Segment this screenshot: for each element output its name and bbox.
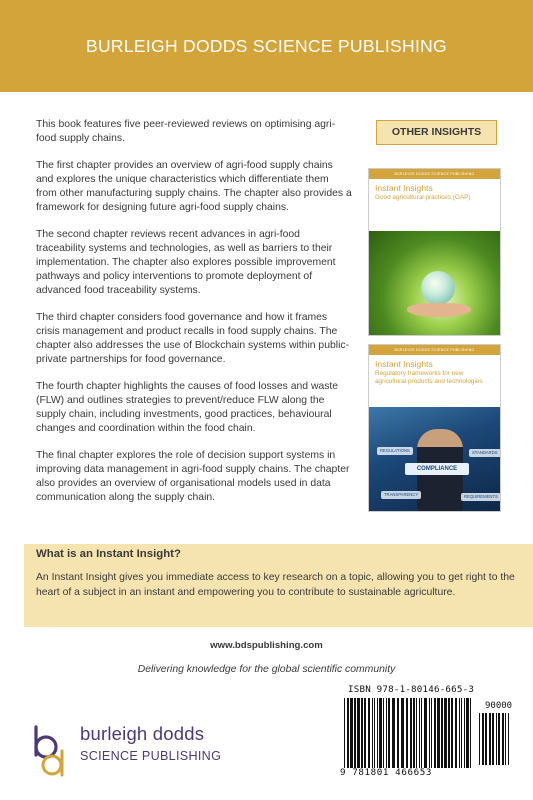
intro-paragraph: This book features five peer-reviewed reviews on optimising agri-food supply chains. [36,119,336,144]
description-text [36,118,352,518]
publisher-logo [30,723,230,779]
hand-icon [407,303,471,317]
book-cover-regulatory [368,344,501,512]
barcode-bars-price [479,713,511,765]
instant-insight-heading: What is an Instant Insight? [36,548,181,560]
price-code: 90000 [485,701,513,711]
book-cover-title: Instant Insights [375,183,433,193]
chapter-5-paragraph: The final chapter explores the role of decision support systems in improving data management in agri-food supply chains. The chapter also provides an overview of organisational models used in data communication along the supply chain. [36,450,350,503]
book-cover-image-globe-in-hand [369,231,501,335]
standards-label: STANDARDS [469,449,501,457]
ean-digits: 9 781801 466653 [340,767,432,778]
isbn-number: ISBN 978-1-80146-665-3 [348,684,475,695]
tagline: Delivering knowledge for the global scientific community [137,664,396,675]
chapter-3-paragraph: The third chapter considers food governance and how it frames crisis management and product recalls in food supply chains. The chapter also addresses the use of Blockchain systems within public-private partnerships for food governance. [36,312,350,365]
isbn-barcode [338,682,514,780]
chapter-1-paragraph: The first chapter provides an overview of agri-food supply chains and explores the unique characteristics which differentiate them from other manufacturing supply chains. The chapter also provides a framework for designing future agri-food supply chains. [36,160,352,213]
bd-monogram-icon [30,723,76,779]
logo-sub-text: SCIENCE PUBLISHING [80,749,222,763]
globe-icon [421,271,455,305]
book-cover-title: Instant Insights [375,359,433,369]
logo-brand-text: burleigh dodds [80,723,205,744]
requirements-label: REQUIREMENTS [461,493,501,501]
other-insights-label: OTHER INSIGHTS [376,120,497,145]
website-url: www.bdspublishing.com [210,640,323,651]
publisher-title: BURLEIGH DODDS SCIENCE PUBLISHING [86,36,447,56]
compliance-label: COMPLIANCE [405,463,469,475]
chapter-4-paragraph: The fourth chapter highlights the causes of food losses and waste (FLW) and outlines strategies to prevent/reduce FLW along the supply chain, including investments, good practices, behavioural changes and coordination within the food chain. [36,381,339,434]
book-cover-subtitle: Good agricultural practices (GAP) [375,194,471,201]
book-cover-band: BURLEIGH DODDS SCIENCE PUBLISHING [369,169,500,179]
instant-insight-body: An Instant Insight gives you immediate access to key research on a topic, allowing you to get right to the heart of a subject in an instant and empowering you to contribute to sustainable agriculture. [36,572,515,598]
regulations-label: REGULATIONS [377,447,413,455]
barcode-bars-main [344,698,474,768]
book-cover-band: BURLEIGH DODDS SCIENCE PUBLISHING [369,345,500,355]
chapter-2-paragraph: The second chapter reviews recent advances in agri-food traceability systems and technologies, as well as barriers to their implementation. The chapter also explores possible improvement pathways and policy interventions to promote deployment of advanced food traceability systems. [36,229,336,296]
book-cover-subtitle: Regulatory frameworks for new agricultural products and technologies [375,370,483,385]
book-cover-gap [368,168,501,336]
book-cover-image-businessman [369,407,501,511]
transparency-label: TRANSPARENCY [381,491,421,499]
